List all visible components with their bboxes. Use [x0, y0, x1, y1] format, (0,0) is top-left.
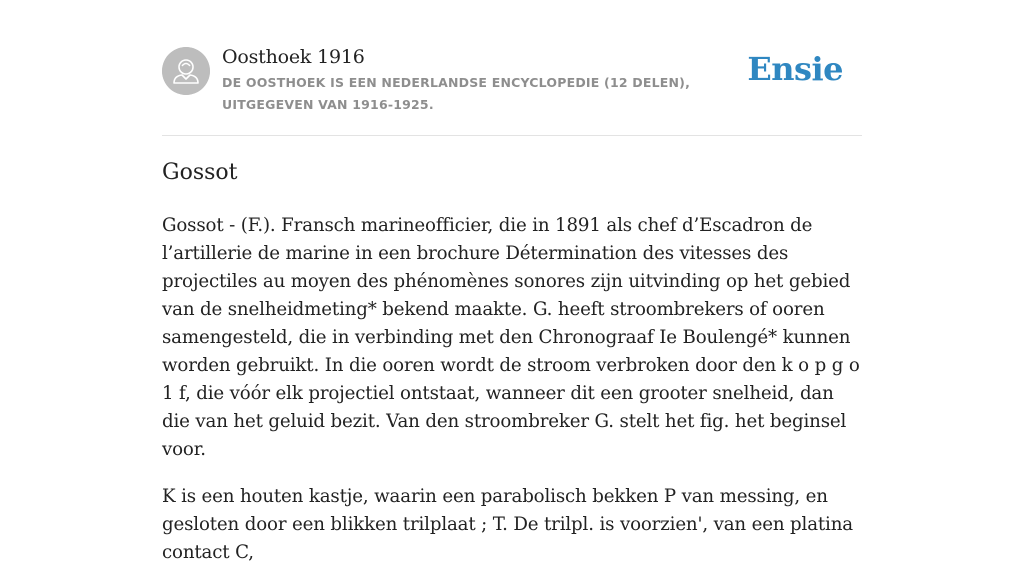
ensie-logo[interactable]: Ensie	[747, 50, 843, 88]
article-paragraph: K is een houten kastje, waarin een parabolisch bekken P van messing, en gesloten door een blikken trilplaat ; T. De trilpl. is voorzien', van een platina contact C,	[162, 486, 853, 563]
avatar[interactable]	[162, 47, 210, 95]
user-icon	[162, 47, 210, 95]
article-body	[162, 212, 862, 586]
source-description: DE OOSTHOEK IS EEN NEDERLANDSE ENCYCLOPEDIE (12 DELEN), UITGEGEVEN VAN 1916-1925.	[222, 75, 691, 112]
article-paragraph: Gossot - (F.). Fransch marineofficier, die in 1891 als chef d’Escadron de l’artillerie de marine in een brochure Détermination des vitesses des projectiles au moyen des phénomènes sonores zijn uitvinding op het gebied van de snelheidmeting* bekend maakte. G. heeft stroombrekers of ooren samengesteld, die in verbinding met den Chronograaf Ie Boulengé* kunnen worden gebruikt. In die ooren wordt de stroom verbroken door den k o p g o 1 f, die vóór elk projectiel ontstaat, wanneer dit een grooter snelheid, dan die van het geluid bezit. Van den stroombreker G. stelt het fig. het beginsel voor.	[162, 215, 860, 460]
page	[162, 0, 862, 563]
source-title[interactable]: Oosthoek 1916	[222, 46, 365, 68]
source-header	[162, 0, 862, 136]
entry-title: Gossot	[162, 160, 238, 185]
